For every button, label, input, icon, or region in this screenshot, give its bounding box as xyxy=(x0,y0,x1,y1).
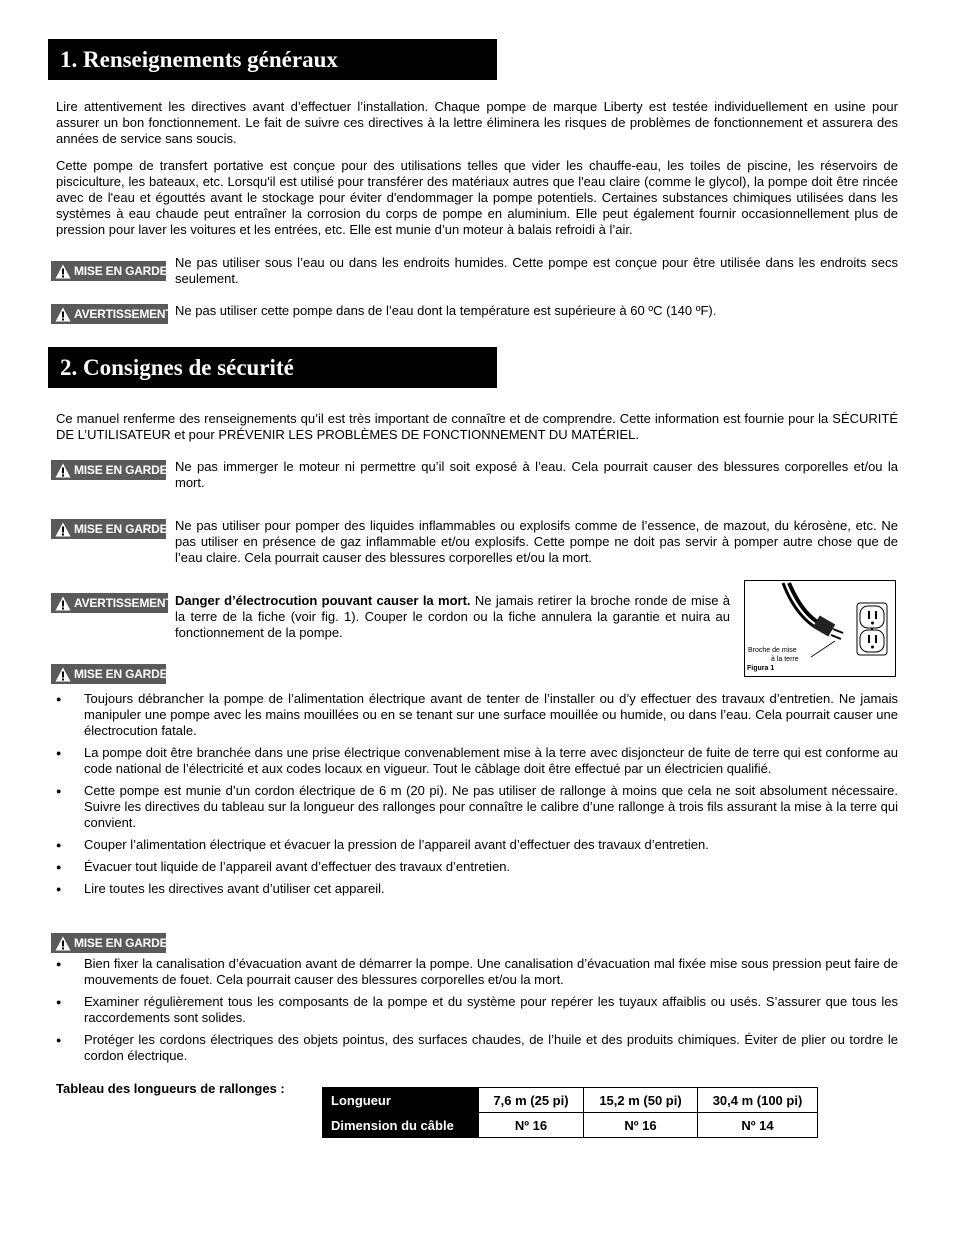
section-title-safety: 2. Consignes de sécurité xyxy=(48,347,497,388)
caution-badge xyxy=(51,519,166,539)
table-header-cell: Dimension du câble xyxy=(323,1113,479,1138)
warning-triangle-icon xyxy=(55,463,71,478)
warning-badge xyxy=(51,593,173,613)
list-item: ● Couper l’alimentation électrique et évacuer la pression de l’appareil avant d’effectuer des travaux d’entretien. xyxy=(56,837,898,853)
paragraph-pump-usage: Cette pompe de transfert portative est conçue pour des utilisations telles que vider les chauffe-eau, les toiles de piscine, les réservoirs de pisciculture, les bateaux, etc. Lorsqu'il est utilisé pour transférer des matériaux autres que l'eau claire (comme le glycol), la pompe doit être rincée avec de l'eau et égouttés avant le stockage pour éviter d'endommager la pompe potentiels. Certaines substances chimiques utilisées dans les systèmes à eau chaude peut entraîner la corrosion du corps de pompe en aluminium. Elle peut également fournir occasionnellement plus de pression pour laver les voitures et les entrées, etc. Elle est munie d’un moteur à balais refroidi à l’air. xyxy=(56,158,898,237)
warning-bold-text: Danger d’électrocution pouvant causer la mort. xyxy=(175,593,471,608)
warning-text-electrocution xyxy=(175,593,730,641)
bullet-list-electrical xyxy=(56,691,898,903)
table-row xyxy=(323,1113,818,1138)
warning-triangle-icon xyxy=(55,307,71,322)
caution-badge xyxy=(51,261,166,281)
plug-outlet-illustration xyxy=(745,581,895,676)
caution-badge xyxy=(51,664,166,684)
warning-text-temperature: Ne pas utiliser cette pompe dans de l’eau dont la température est supérieure à 60 ºC (140 ºF). xyxy=(175,303,717,318)
warning-triangle-icon xyxy=(55,667,71,682)
table-cell: Nº 16 xyxy=(479,1113,584,1138)
caution-badge xyxy=(51,933,166,953)
table-cell: 30,4 m (100 pi) xyxy=(698,1088,818,1113)
warning-triangle-icon xyxy=(55,264,71,279)
warning-badge xyxy=(51,304,173,324)
figure-label-ground: à la terre xyxy=(771,656,799,663)
table-header-cell: Longueur xyxy=(323,1088,479,1113)
warning-body-text: Ne jamais retirer la broche ronde de mise à la terre de la fiche (voir fig. 1). Couper le cordon ou la fiche annulera la garantie et nuira au fonctionnement de la pompe. xyxy=(175,593,731,640)
caution-text-immerse: Ne pas immerger le moteur ni permettre qu’il soit exposé à l’eau. Cela pourrait causer des blessures corporelles et/ou la mort. xyxy=(175,459,898,490)
table-cell: Nº 16 xyxy=(584,1113,698,1138)
bullet-list-discharge xyxy=(56,956,898,1070)
section-title-general-info: 1. Renseignements généraux xyxy=(48,39,497,80)
caution-text-humid: Ne pas utiliser sous l’eau ou dans les endroits humides. Cette pompe est conçue pour être utilisée dans les endroits secs seulement. xyxy=(175,255,898,286)
extension-cord-table xyxy=(322,1087,818,1138)
list-item: ● Évacuer tout liquide de l’appareil avant d’effectuer des travaux d’entretien. xyxy=(56,859,898,875)
paragraph-safety-intro: Ce manuel renferme des renseignements qu’il est très important de connaître et de comprendre. Cette information est fournie pour la SÉCURITÉ DE L’UTILISATEUR et pour PRÉVENIR LES PROBLÈMES DE FONCTIONNEMENT DU MATÉRIEL. xyxy=(56,411,898,442)
warning-triangle-icon xyxy=(55,522,71,537)
list-item: ● Protéger les cordons électriques des objets pointus, des surfaces chaudes, de l’huile et des produits chimiques. Éviter de plier ou tordre le cordon électrique. xyxy=(56,1032,898,1064)
list-item: ● Toujours débrancher la pompe de l’alimentation électrique avant de tenter de l’installer ou d’y effectuer des travaux d’entretien. Ne jamais manipuler une pompe avec les mains mouillées ou en se tenant sur une surface mouillée ou humide, ou dans l’eau. Cela pourrait causer une électrocution fatale. xyxy=(56,691,898,739)
table-caption: Tableau des longueurs de rallonges : xyxy=(56,1081,285,1096)
list-item: ● Lire toutes les directives avant d’utiliser cet appareil. xyxy=(56,881,898,897)
caution-text-flammable: Ne pas utiliser pour pomper des liquides inflammables ou explosifs comme de l’essence, de mazout, du kérosène, etc. Ne pas utiliser en présence de gaz inflammable et/ou explosifs. Cette pompe ne doit pas servir à pomper autre chose que de l’eau claire. Cela pourrait causer des blessures corporelles et/ou la mort. xyxy=(175,518,898,565)
figure-label-ground-pin: Broche de mise xyxy=(748,647,797,654)
list-item: ● Cette pompe est munie d’un cordon électrique de 6 m (20 pi). Ne pas utiliser de rallonge à moins que cela ne soit absolument nécessaire. Suivre les directives du tableau sur la longueur des rallonges pour connaître le calibre d’une rallonge à trois fils assurant la mise à la terre qui convient. xyxy=(56,783,898,831)
warning-label: AVERTISSEMENT xyxy=(74,596,173,610)
table-cell: Nº 14 xyxy=(698,1113,818,1138)
paragraph-directives: Lire attentivement les directives avant d’effectuer l’installation. Chaque pompe de marque Liberty est testée individuellement en usine pour assurer un bon fonctionnement. Le fait de suivre ces directives à la lettre éliminera les risques de problèmes de fonctionnement et assurera des années de service sans soucis. xyxy=(56,99,898,146)
figure-plug xyxy=(744,580,896,677)
warning-label: AVERTISSEMENT xyxy=(74,307,173,321)
caution-label: MISE EN GARDE xyxy=(74,936,168,950)
caution-label: MISE EN GARDE xyxy=(74,264,168,278)
list-item: ● La pompe doit être branchée dans une prise électrique convenablement mise à la terre avec disjoncteur de fuite de terre qui est conforme au code national de l’électricité et aux codes locaux en vigueur. Tout le câblage doit être effectué par un électricien qualifié. xyxy=(56,745,898,777)
caution-label: MISE EN GARDE xyxy=(74,463,168,477)
warning-triangle-icon xyxy=(55,936,71,951)
caution-label: MISE EN GARDE xyxy=(74,522,168,536)
table-row xyxy=(323,1088,818,1113)
figure-caption: Figura 1 xyxy=(747,665,775,672)
caution-label: MISE EN GARDE xyxy=(74,667,168,681)
warning-triangle-icon xyxy=(55,596,71,611)
list-item: ● Examiner régulièrement tous les composants de la pompe et du système pour repérer les tuyaux affaiblis ou usés. S’assurer que tous les raccordements sont solides. xyxy=(56,994,898,1026)
table-cell: 7,6 m (25 pi) xyxy=(479,1088,584,1113)
caution-badge xyxy=(51,460,166,480)
table-cell: 15,2 m (50 pi) xyxy=(584,1088,698,1113)
list-item: ● Bien fixer la canalisation d’évacuation avant de démarrer la pompe. Une canalisation d’évacuation mal fixée mise sous pression peut faire de mouvements de fouet. Cela pourrait causer des blessures corporelles et/ou la mort. xyxy=(56,956,898,988)
